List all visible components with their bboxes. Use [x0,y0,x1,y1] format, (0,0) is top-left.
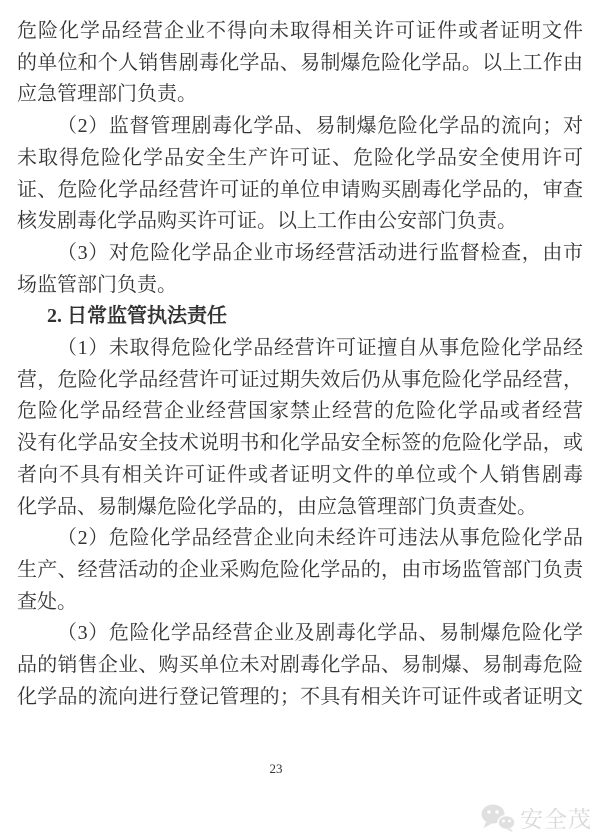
text-line: 化学品、易制爆危险化学品的，由应急管理部门负责查处。 [17,495,537,518]
text-line: 应急管理部门负责。 [17,83,197,106]
paragraph [17,238,583,301]
text-line: （3）对危险化学品企业市场经营活动进行监督检查，由市 [57,241,583,264]
text-line: 查处。 [17,590,77,613]
paragraph [17,333,583,523]
text-line: 品的销售企业、购买单位未对剧毒化学品、易制爆、易制毒危险 [17,654,583,677]
text-line: 生产、经营活动的企业采购危险化学品的，由市场监管部门负责 [17,558,583,581]
text-line: 核发剧毒化学品购买许可证。以上工作由公安部门负责。 [17,210,517,233]
text-line: 2. 日常监管执法责任 [47,305,227,328]
text-line: （3）危险化学品经营企业及剧毒化学品、易制爆危险化学 [57,622,583,645]
text-line: （2）监督管理剧毒化学品、易制爆危险化学品的流向；对 [57,115,583,138]
text-line: 危险化学品经营企业经营国家禁止经营的危险化学品或者经营 [17,400,583,423]
watermark-logo [480,801,592,834]
page-number: 23 [269,761,283,776]
paragraph [17,111,583,238]
paragraph [17,523,583,618]
text-line: 证、危险化学品经营许可证的单位申请购买剧毒化学品的，审查 [17,178,583,201]
text-line: 危险化学品经营企业不得向未取得相关许可证件或者证明文件 [17,20,583,42]
text-line: 的单位和个人销售剧毒化学品、易制爆危险化学品。以上工作由 [17,51,583,74]
document-body [17,16,583,713]
text-line: 化学品的流向进行登记管理的；不具有相关许可证件或者证明文 [17,685,583,708]
paragraph [17,16,583,111]
text-line: （1）未取得危险化学品经营许可证擅自从事危险化学品经 [57,337,583,360]
text-line: 营，危险化学品经营许可证过期失效后仍从事危险化学品经营， [17,368,583,391]
text-line: 没有化学品安全技术说明书和化学品安全标签的危险化学品，或 [17,432,583,455]
text-line: 者向不具有相关许可证件或者证明文件的单位或个人销售剧毒 [17,463,583,486]
text-line: 未取得危险化学品安全生产许可证、危险化学品安全使用许可 [17,146,583,169]
section-heading [17,301,583,333]
watermark-label: 安全茂 [520,806,592,832]
text-line: （2）危险化学品经营企业向未经许可违法从事危险化学品 [57,527,583,550]
text-line: 场监管部门负责。 [17,273,177,296]
paragraph [17,618,583,713]
wechat-icon [480,803,516,833]
